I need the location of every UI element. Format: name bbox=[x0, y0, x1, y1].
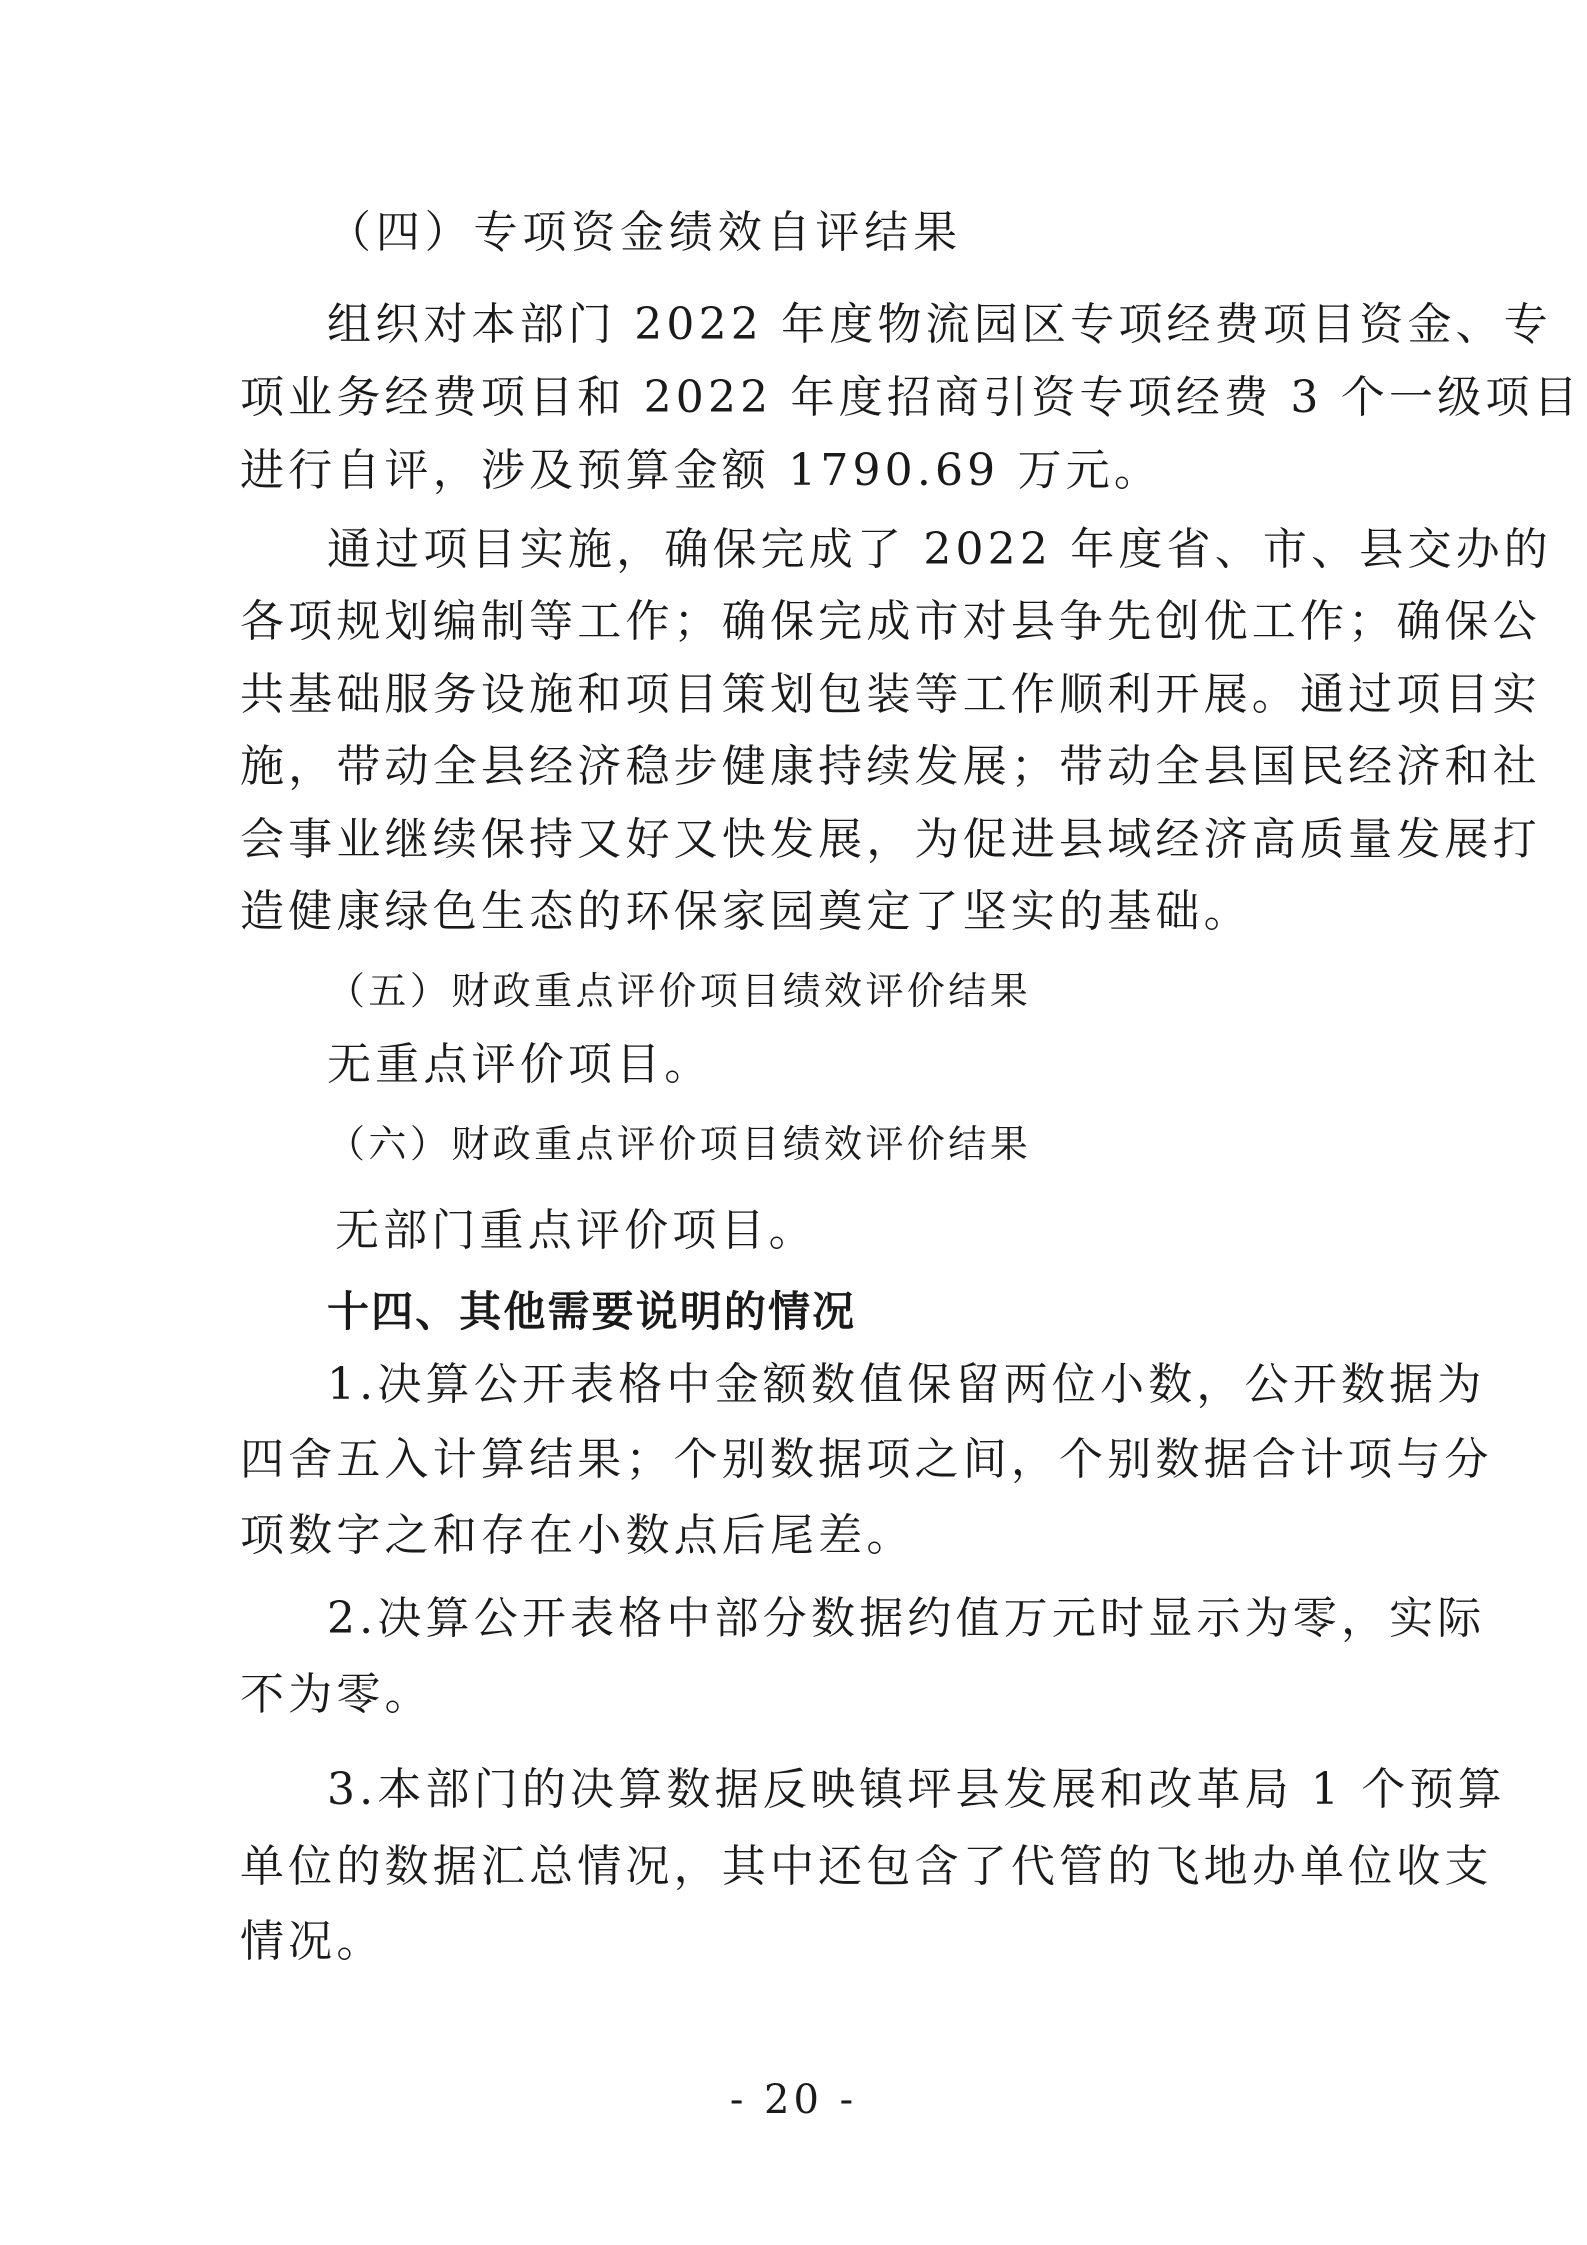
s4-para2-line3: 共基础服务设施和项目策划包装等工作顺利开展。通过项目实 bbox=[240, 669, 1541, 720]
s4-para1-line3: 进行自评，涉及预算金额 1790.69 万元。 bbox=[240, 445, 1163, 496]
item1-line3: 项数字之和存在小数点后尾差。 bbox=[240, 1510, 915, 1561]
s4-para2-line1: 通过项目实施，确保完成了 2022 年度省、市、县交办的 bbox=[327, 524, 1552, 575]
item3-line2: 单位的数据汇总情况，其中还包含了代管的飞地办单位收支 bbox=[240, 1841, 1493, 1892]
section-4-heading: （四）专项资金绩效自评结果 bbox=[327, 207, 962, 258]
section-5-text: 无重点评价项目。 bbox=[327, 1039, 713, 1090]
section-14-heading: 十四、其他需要说明的情况 bbox=[327, 1287, 857, 1336]
item3-line1: 3.本部门的决算数据反映镇坪县发展和改革局 1 个预算 bbox=[327, 1764, 1506, 1815]
item2-line1: 2.决算公开表格中部分数据约值万元时显示为零，实际 bbox=[327, 1593, 1486, 1644]
s4-para2-line5: 会事业继续保持又好又快发展，为促进县域经济高质量发展打 bbox=[240, 814, 1541, 865]
s4-para2-line2: 各项规划编制等工作；确保完成市对县争先创优工作；确保公 bbox=[240, 596, 1541, 647]
section-6-text: 无部门重点评价项目。 bbox=[335, 1205, 817, 1256]
s4-para1-line2: 项业务经费项目和 2022 年度招商引资专项经费 3 个一级项目 bbox=[240, 372, 1582, 423]
section-5-heading: （五）财政重点评价项目绩效评价结果 bbox=[327, 969, 1032, 1013]
item1-line1: 1.决算公开表格中金额数值保留两位小数，公开数据为 bbox=[327, 1359, 1486, 1410]
page-number: - 20 - bbox=[729, 2077, 858, 2123]
item3-line3: 情况。 bbox=[240, 1916, 385, 1967]
s4-para1-line1: 组织对本部门 2022 年度物流园区专项经费项目资金、专 bbox=[327, 299, 1552, 350]
section-6-heading: （六）财政重点评价项目绩效评价结果 bbox=[327, 1122, 1032, 1166]
s4-para2-line4: 施，带动全县经济稳步健康持续发展；带动全县国民经济和社 bbox=[240, 741, 1541, 792]
item2-line2: 不为零。 bbox=[240, 1669, 433, 1720]
item1-line2: 四舍五入计算结果；个别数据项之间，个别数据合计项与分 bbox=[240, 1434, 1493, 1485]
s4-para2-line6: 造健康绿色生态的环保家园奠定了坚实的基础。 bbox=[240, 886, 1252, 937]
